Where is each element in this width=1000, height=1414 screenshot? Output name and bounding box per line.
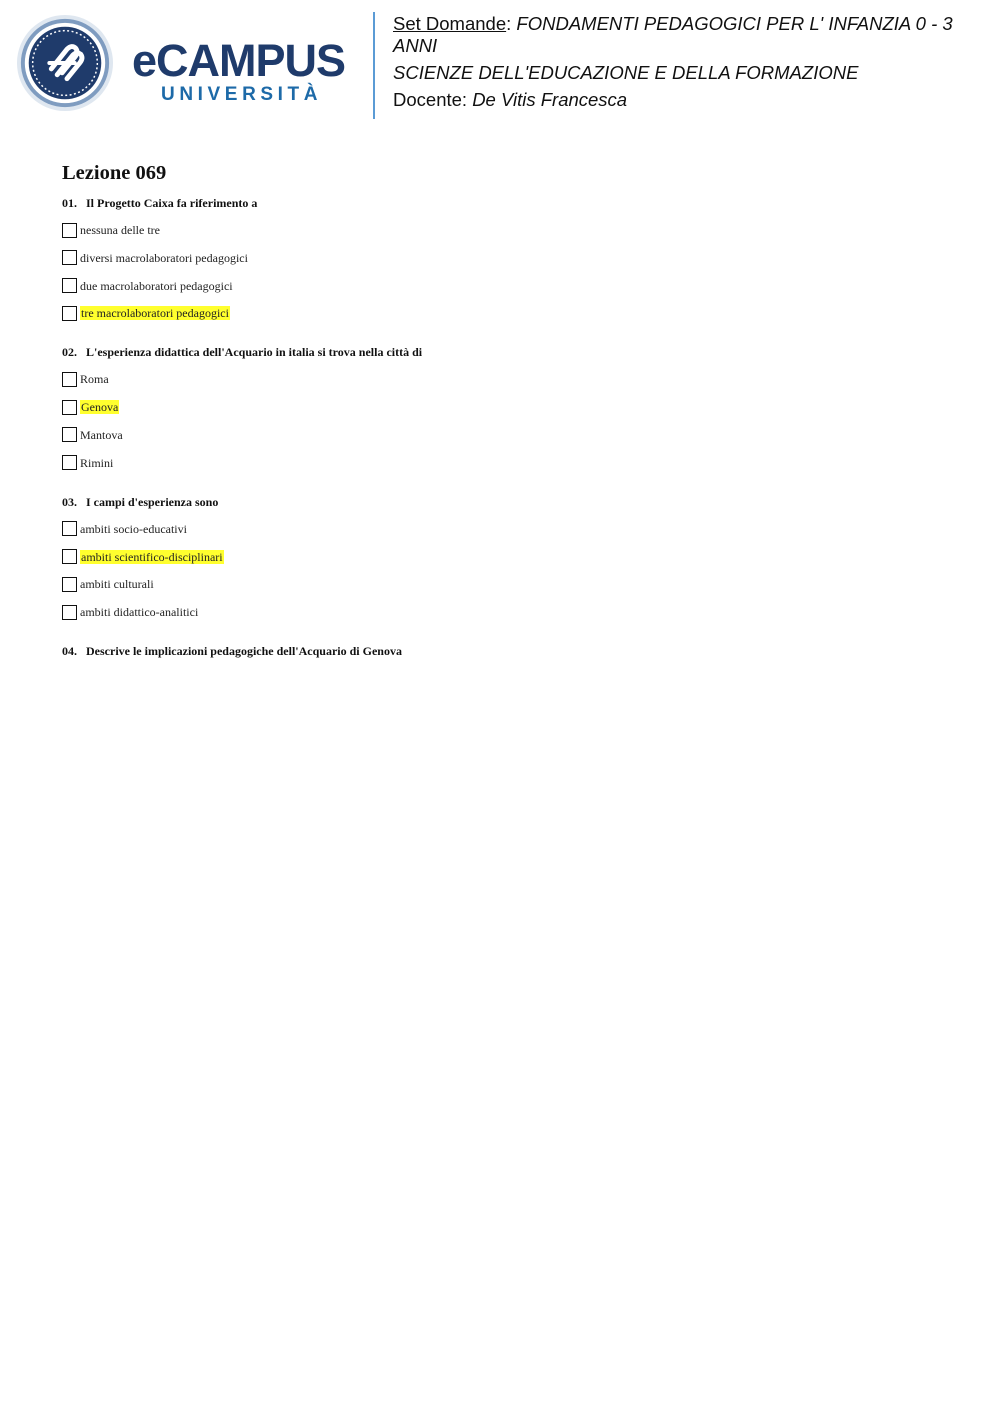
answer-checkbox[interactable] — [62, 250, 77, 265]
course-name: FONDAMENTI PEDAGOGICI PER L' INFANZIA 0 - 3 ANNI — [393, 13, 953, 56]
question-text — [62, 644, 962, 658]
faculty-line — [393, 62, 983, 84]
answer-option[interactable] — [62, 305, 962, 321]
answer-option[interactable] — [62, 250, 962, 266]
answer-option[interactable] — [62, 455, 962, 471]
answer-option[interactable] — [62, 427, 962, 443]
question-set — [62, 160, 962, 682]
question-label: I campi d'esperienza sono — [86, 494, 219, 509]
answer-option[interactable] — [62, 278, 962, 294]
question-4 — [62, 644, 962, 658]
answer-text: Mantova — [80, 427, 123, 442]
university-seal-icon — [16, 14, 114, 112]
answer-text-highlighted: Genova — [81, 400, 119, 415]
answer-option[interactable] — [62, 222, 962, 238]
question-label: L'esperienza didattica dell'Acquario in italia si trova nella città di — [86, 345, 423, 360]
answer-text-highlighted: ambiti scientifico-disciplinari — [81, 549, 223, 564]
answer-text: Roma — [80, 372, 109, 387]
ecampus-logo — [132, 36, 345, 105]
logo-name: eCAMPUS — [132, 35, 346, 86]
answer-text-highlighted: tre macrolaboratori pedagogici — [81, 306, 229, 321]
answer-checkbox[interactable] — [62, 306, 77, 321]
lesson-title: Lezione 069 — [62, 162, 167, 184]
answer-option[interactable] — [62, 576, 962, 592]
answer-option[interactable] — [62, 399, 962, 415]
teacher-name: De Vitis Francesca — [472, 89, 628, 110]
answer-checkbox[interactable] — [62, 278, 77, 293]
question-label: Descrive le implicazioni pedagogiche dell'Acquario di Genova — [86, 644, 402, 659]
answer-checkbox[interactable] — [62, 223, 77, 238]
teacher-label: Docente: — [393, 89, 468, 110]
answer-text: due macrolaboratori pedagogici — [80, 278, 233, 293]
question-3 — [62, 495, 962, 620]
answer-checkbox[interactable] — [62, 400, 77, 415]
answer-text: ambiti culturali — [80, 577, 154, 592]
answer-option[interactable] — [62, 604, 962, 620]
answer-text: nessuna delle tre — [80, 223, 160, 237]
question-number: 01. — [62, 196, 77, 210]
question-1 — [62, 196, 962, 321]
answer-option[interactable] — [62, 371, 962, 387]
answer-option[interactable] — [62, 521, 962, 537]
set-label: Set Domande — [393, 13, 507, 34]
header-divider — [373, 12, 375, 119]
answer-checkbox[interactable] — [62, 605, 77, 620]
faculty-name: SCIENZE DELL'EDUCAZIONE E DELLA FORMAZIONE — [393, 62, 859, 83]
set-separator: : — [506, 13, 512, 34]
question-number: 02. — [62, 345, 77, 360]
question-text — [62, 495, 962, 509]
question-number: 03. — [62, 494, 77, 509]
page-header — [0, 0, 1000, 130]
question-number: 04. — [62, 644, 77, 659]
answer-text: ambiti didattico-analitici — [80, 605, 199, 620]
answer-checkbox[interactable] — [62, 577, 77, 592]
answer-option[interactable] — [62, 549, 962, 565]
teacher-line — [393, 89, 983, 111]
document-meta — [393, 13, 983, 116]
question-2 — [62, 345, 962, 470]
answer-checkbox[interactable] — [62, 427, 77, 442]
answer-text: ambiti socio-educativi — [80, 521, 187, 536]
answer-checkbox[interactable] — [62, 549, 77, 564]
logo-subtitle: UNIVERSITÀ — [161, 84, 323, 105]
answer-text: diversi macrolaboratori pedagogici — [80, 250, 248, 265]
answer-checkbox[interactable] — [62, 521, 77, 536]
answer-text: Rimini — [80, 455, 114, 470]
question-text — [62, 196, 962, 210]
set-line — [393, 13, 983, 57]
question-label: Il Progetto Caixa fa riferimento a — [86, 196, 258, 210]
answer-checkbox[interactable] — [62, 455, 77, 470]
answer-checkbox[interactable] — [62, 372, 77, 387]
question-text — [62, 345, 962, 359]
